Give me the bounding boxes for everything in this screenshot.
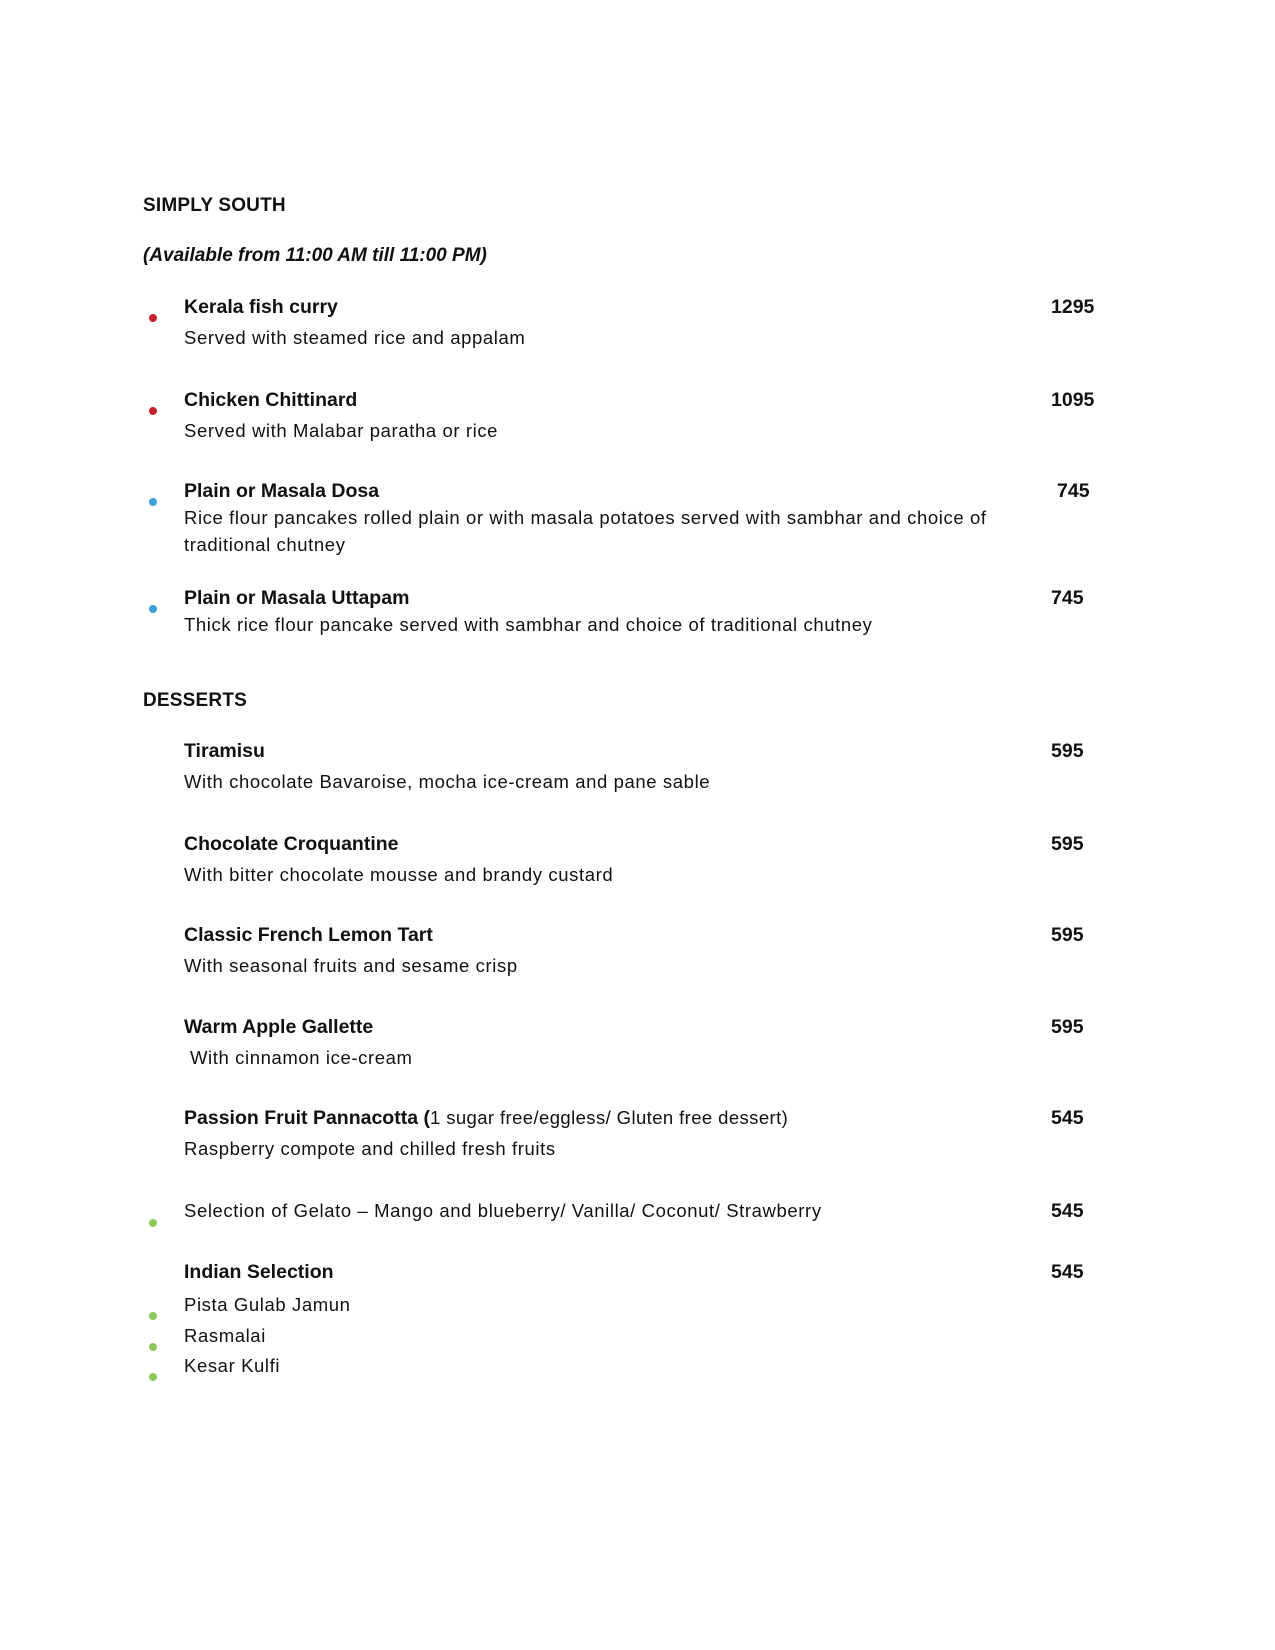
menu-item-price: 595 (1051, 1016, 1084, 1038)
menu-item-price: 1095 (1051, 389, 1095, 411)
green-bullet-icon (149, 1343, 157, 1351)
menu-item-price: 545 (1051, 1107, 1084, 1129)
menu-item-name: Kerala fish curry (184, 296, 338, 318)
non-veg-bullet-icon (149, 407, 157, 415)
menu-item-description: With bitter chocolate mousse and brandy custard (184, 864, 614, 885)
menu-item-price: 1295 (1051, 296, 1095, 318)
menu-item-description: With seasonal fruits and sesame crisp (184, 955, 518, 976)
section-title-desserts: DESSERTS (143, 690, 248, 711)
menu-item-name (184, 1107, 788, 1130)
menu-item-description: Served with steamed rice and appalam (184, 327, 526, 348)
indian-option: Pista Gulab Jamun (184, 1294, 351, 1315)
menu-item-name: Plain or Masala Uttapam (184, 587, 410, 609)
veg-bullet-icon (149, 498, 157, 506)
menu-item-price: 545 (1051, 1200, 1084, 1222)
menu-item-price: 595 (1051, 924, 1084, 946)
menu-item-description: Thick rice flour pancake served with sambhar and choice of traditional chutney (184, 614, 873, 635)
indian-option: Rasmalai (184, 1325, 266, 1346)
menu-item-name: Plain or Masala Dosa (184, 480, 380, 502)
menu-item-description: Raspberry compote and chilled fresh fruits (184, 1138, 556, 1159)
green-bullet-icon (149, 1373, 157, 1381)
gelato-selection: Selection of Gelato – Mango and blueberry/ Vanilla/ Coconut/ Strawberry (184, 1200, 822, 1221)
veg-bullet-icon (149, 605, 157, 613)
green-bullet-icon (149, 1219, 157, 1227)
menu-item-description-cont: traditional chutney (184, 534, 346, 555)
menu-item-name-text: Passion Fruit Pannacotta ( (184, 1107, 430, 1129)
menu-item-name: Classic French Lemon Tart (184, 924, 433, 946)
menu-item-price: 745 (1051, 587, 1084, 609)
section-title-simply-south: SIMPLY SOUTH (143, 195, 286, 216)
menu-item-price: 595 (1051, 740, 1084, 762)
menu-item-description: With cinnamon ice-cream (190, 1047, 413, 1068)
dietary-note: 1 sugar free/eggless/ Gluten free dessert) (429, 1107, 789, 1128)
availability-note: (Available from 11:00 AM till 11:00 PM) (143, 245, 487, 266)
non-veg-bullet-icon (149, 314, 157, 322)
menu-item-name: Chocolate Croquantine (184, 833, 399, 855)
menu-item-price: 545 (1051, 1261, 1084, 1283)
menu-item-description: With chocolate Bavaroise, mocha ice-cream and pane sable (184, 771, 711, 792)
menu-item-name: Chicken Chittinard (184, 389, 358, 411)
indian-option: Kesar Kulfi (184, 1355, 281, 1376)
green-bullet-icon (149, 1312, 157, 1320)
menu-item-price: 595 (1051, 833, 1084, 855)
menu-item-description: Served with Malabar paratha or rice (184, 420, 499, 441)
menu-item-description: Rice flour pancakes rolled plain or with masala potatoes served with sambhar and choice of (184, 507, 987, 528)
menu-item-price: 745 (1057, 480, 1090, 502)
menu-item-name: Warm Apple Gallette (184, 1016, 374, 1038)
menu-item-name: Indian Selection (184, 1261, 334, 1283)
menu-item-name: Tiramisu (184, 740, 265, 762)
